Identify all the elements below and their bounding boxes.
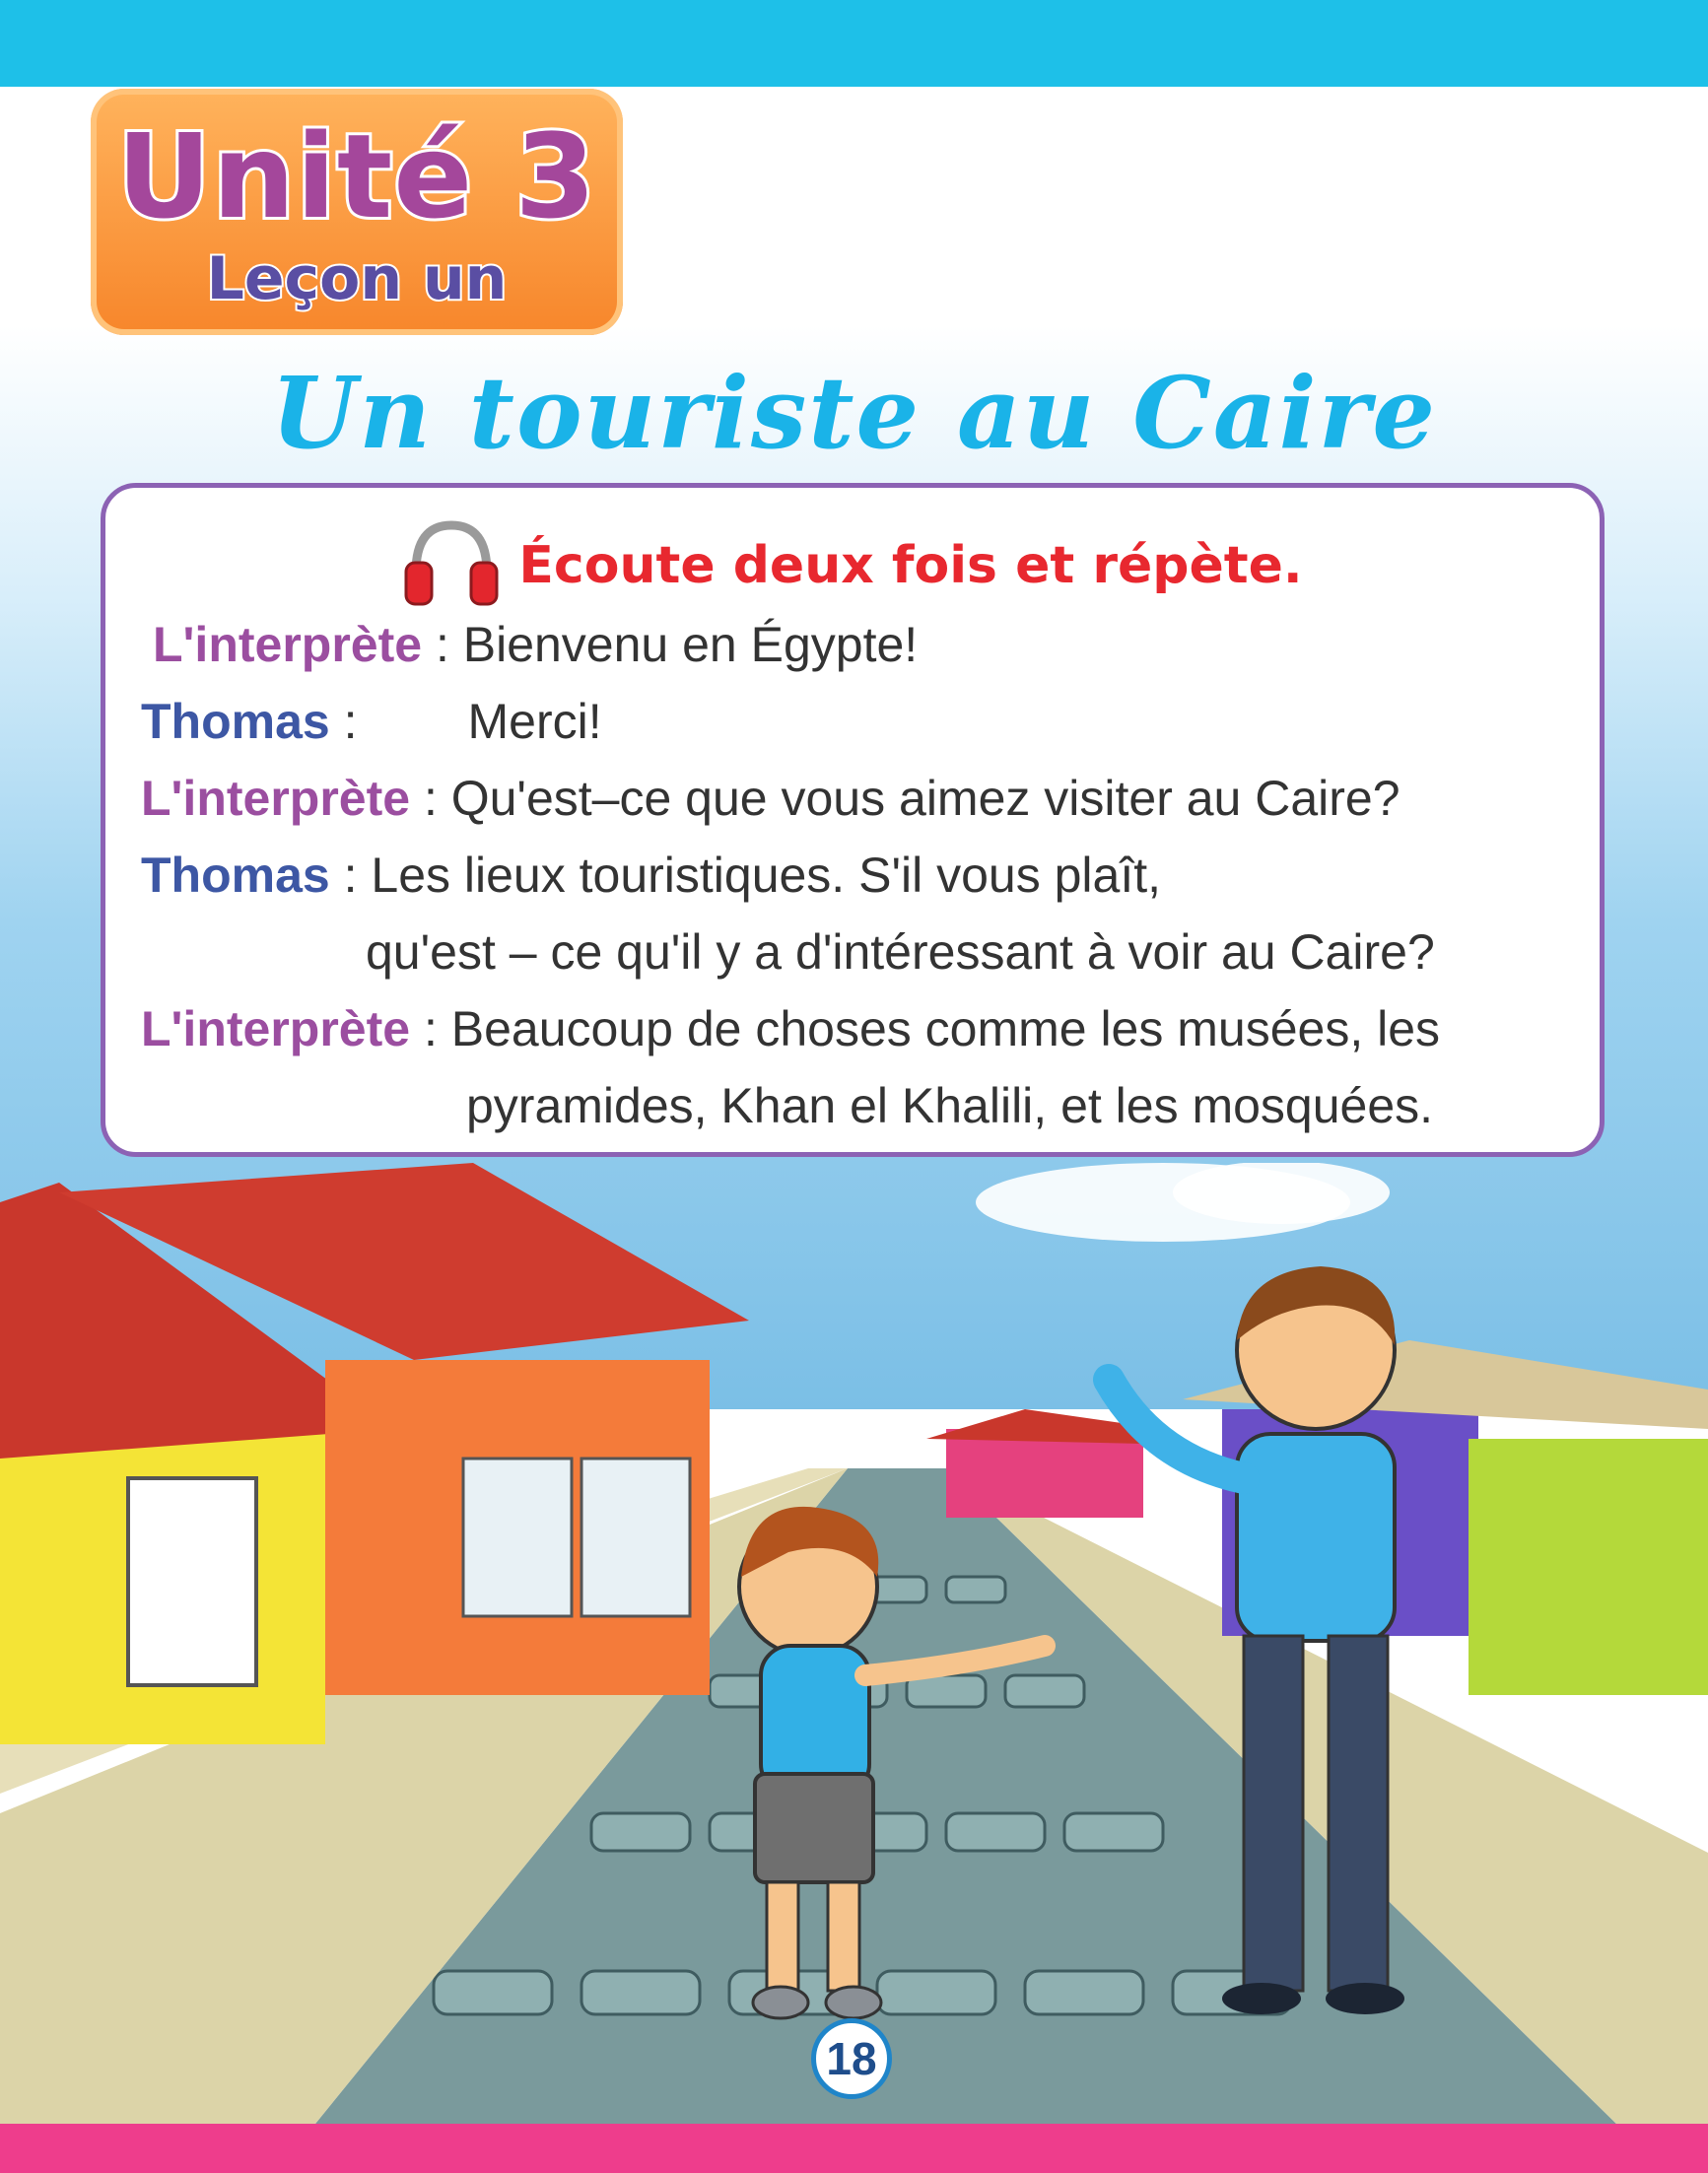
dialogue-text: Les lieux touristiques. S'il vous plaît,	[371, 848, 1162, 903]
speaker-interpreter: L'interprète	[153, 617, 423, 672]
speaker-separator: :	[329, 694, 358, 749]
dialogue-text: Bienvenu en Égypte!	[462, 617, 919, 672]
unit-label: Unité 3	[116, 108, 597, 244]
page-title: Un touriste au Caire	[271, 355, 1437, 471]
dialogue-line-3	[141, 770, 1401, 827]
speaker-interpreter: L'interprète	[141, 1001, 411, 1056]
dialogue-line-2	[141, 693, 602, 750]
unit-badge	[91, 89, 623, 335]
speaker-separator: :	[410, 771, 451, 826]
lesson-label: Leçon un	[206, 244, 508, 313]
street-illustration	[0, 1163, 1708, 2124]
bottom-color-bar	[0, 2124, 1708, 2173]
dialogue-line-1	[153, 616, 918, 673]
instruction	[105, 517, 1600, 613]
dialogue-box	[101, 483, 1605, 1157]
headphones-icon[interactable]	[402, 517, 501, 613]
speaker-separator: :	[329, 848, 372, 903]
dialogue-line-5-continuation: pyramides, Khan el Khalili, et les mosquées.	[466, 1078, 1434, 1133]
speaker-separator: :	[422, 617, 463, 672]
speaker-separator: :	[410, 1001, 451, 1056]
instruction-text: Écoute deux fois et répète.	[518, 535, 1303, 595]
speaker-thomas: Thomas	[141, 848, 330, 903]
dialogue-text: Merci!	[467, 694, 602, 749]
dialogue-line-4	[141, 847, 1161, 904]
dialogue-line-4-continuation: qu'est – ce qu'il y a d'intéressant à voir au Caire?	[366, 924, 1435, 980]
dialogue-text: Qu'est–ce que vous aimez visiter au Caire?	[450, 771, 1401, 826]
dialogue-line-5	[141, 1000, 1440, 1057]
dialogue-text: Beaucoup de choses comme les musées, les	[450, 1001, 1441, 1056]
speaker-interpreter: L'interprète	[141, 771, 411, 826]
page-number: 18	[811, 2018, 892, 2099]
top-color-bar	[0, 0, 1708, 87]
speaker-thomas: Thomas	[141, 694, 330, 749]
